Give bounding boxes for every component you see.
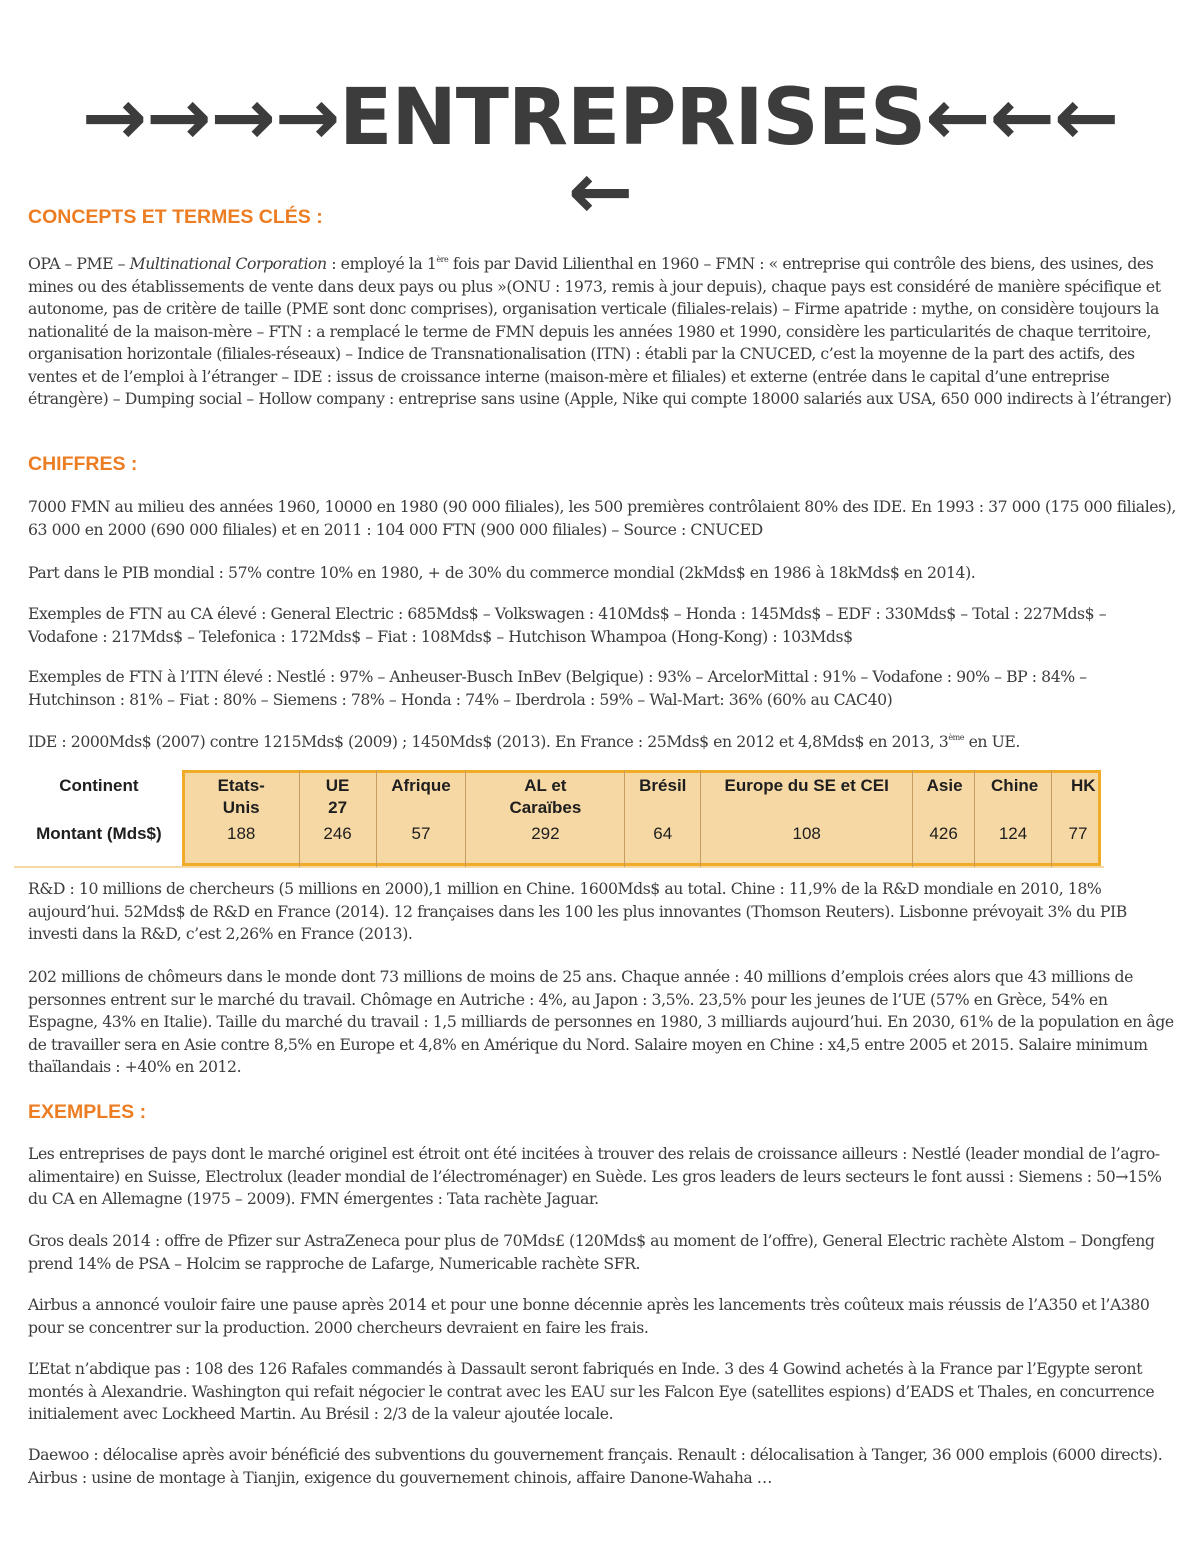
- exemples-paragraph-5: Daewoo : délocalise après avoir bénéficié des subventions du gouvernement français. Renault : délocalisation à Tanger, 36 000 emplois (6000 directs). Airbus : usine de montage à Tianjin, exigence du gouvernement chinois, affaire Danone-Wahaha …: [28, 1445, 1163, 1487]
- cell-value-chine: 124: [975, 822, 1052, 867]
- table-row-montant: [14, 822, 1104, 867]
- col-name-afrique: Afrique: [391, 776, 451, 795]
- cell-value-afrique: 57: [376, 822, 466, 867]
- concepts-heading: CONCEPTS ET TERMES CLÉS :: [28, 206, 323, 228]
- cell-value-bresil: 64: [625, 822, 701, 867]
- chiffres-paragraph-4: Exemples de FTN à l’ITN élevé : Nestlé : 97% – Anheuser-Busch InBev (Belgique) : 93% – ArcelorMittal : 91% – Vodafone : 90% – BP : 84% – Hutchinson : 81% – Fiat : 80% – Siemens : 78% – Honda : 74% – Iberdrola : 59% – Wal-Mart: 36% (60% au CAC40): [28, 667, 1087, 709]
- col-name-al-caraibes: AL et Caraïbes: [509, 776, 582, 817]
- ide-continent-table: [14, 770, 1104, 867]
- ide-superscript: ème: [948, 733, 965, 742]
- col-name-ue27: UE 27: [325, 776, 350, 817]
- row-label-montant: Montant (Mds$): [36, 824, 162, 843]
- exemples-paragraph-1: Les entreprises de pays dont le marché originel est étroit ont été incitées à trouver des relais de croissance ailleurs : Nestlé (leader mondial de l’agro-alimentaire) en Suisse, Electrolux (leader mondial de l’électroménager) en Suède. Les gros leaders de leurs secteurs le font aussi : Siemens : 50→15% du CA en Allemagne (1975 – 2009). FMN émergentes : Tata rachète Jaguar.: [28, 1144, 1162, 1208]
- concepts-paragraph: [28, 253, 1178, 411]
- chiffres-paragraph-1: 7000 FMN au milieu des années 1960, 10000 en 1980 (90 000 filiales), les 500 premières contrôlaient 80% des IDE. En 1993 : 37 000 (175 000 filiales), 63 000 en 2000 (690 000 filiales) et en 2011 : 104 000 FTN (900 000 filiales) – Source : CNUCED: [28, 497, 1176, 539]
- chiffres-paragraph-7: 202 millions de chômeurs dans le monde dont 73 millions de moins de 25 ans. Chaque année : 40 millions d’emplois crées alors que 43 millions de personnes entrent sur le marché du travail. Chômage en Autriche : 4%, au Japon : 3,5%. 23,5% pour les jeunes de l’UE (57% en Grèce, 54% en Espagne, 43% en Italie). Taille du marché du travail : 1,5 milliards de personnes en 1980, 3 milliards aujourd’hui. En 2030, 61% de la population en âge de travailler sera en Asie contre 8,5% en Europe et 4,8% en Amérique du Nord. Salaire moyen en Chine : x4,5 entre 2005 et 2015. Salaire minimum thaïlandais : +40% en 2012.: [28, 967, 1174, 1076]
- col-name-hk: HK: [1071, 776, 1096, 795]
- cell-value-asie: 426: [913, 822, 975, 867]
- row-label-continent: Continent: [59, 776, 139, 795]
- exemples-paragraph-4: L’Etat n’abdique pas : 108 des 126 Rafales commandés à Dassault seront fabriqués en Inde. 3 des 4 Gowind achetés à la France par l’Egypte seront montés à Alexandrie. Washington qui refait négocier le contrat avec les EAU sur les Falcon Eye (satellites espions) d’EADS et Thales, en concurrence initialement avec Lockheed Martin. Au Brésil : 2/3 de la valeur ajoutée locale.: [28, 1359, 1155, 1423]
- chiffres-paragraph-2: Part dans le PIB mondial : 57% contre 10% en 1980, + de 30% du commerce mondial (2kMds$ en 1986 à 18kMds$ en 2014).: [28, 563, 976, 582]
- concepts-italic-term: Multinational Corporation: [129, 254, 327, 273]
- chiffres-paragraph-5: [28, 731, 1178, 754]
- chiffres-heading: CHIFFRES :: [28, 453, 138, 475]
- cell-value-europe-se-cei: 108: [701, 822, 913, 867]
- exemples-paragraph-2: Gros deals 2014 : offre de Pfizer sur AstraZeneca pour plus de 70Mds£ (120Mds$ au moment de l’offre), General Electric rachète Alstom – Dongfeng prend 14% de PSA – Holcim se rapproche de Lafarge, Numericable rachète SFR.: [28, 1231, 1155, 1273]
- exemples-paragraph-3: Airbus a annoncé vouloir faire une pause après 2014 et pour une bonne décennie après les lancements très coûteux mais réussis de l’A350 et l’A380 pour se concentrer sur la production. 2000 chercheurs devraient en faire les frais.: [28, 1295, 1150, 1337]
- title-line-1: →→→→ENTREPRISES←←←: [81, 73, 1119, 164]
- exemples-heading: EXEMPLES :: [28, 1101, 147, 1123]
- title-line-2: ←: [567, 147, 633, 238]
- concepts-text-start: OPA – PME –: [28, 254, 130, 273]
- ide-text-start: IDE : 2000Mds$ (2007) contre 1215Mds$ (2009) ; 1450Mds$ (2013). En France : 25Mds$ en 2012 et 4,8Mds$ en 2013, 3: [28, 732, 949, 751]
- cell-value-al-caraibes: 292: [466, 822, 625, 867]
- concepts-superscript: ère: [436, 255, 449, 264]
- col-name-europe-se-cei: Europe du SE et CEI: [724, 776, 889, 795]
- col-name-bresil: Brésil: [639, 776, 687, 795]
- table-row-continent: [14, 770, 1104, 822]
- cell-value-hk: 77: [1052, 822, 1105, 867]
- cell-value-ue27: 246: [299, 822, 376, 867]
- ide-table: [14, 770, 1104, 868]
- cell-value-etats-unis: 188: [227, 824, 256, 843]
- chiffres-paragraph-6: R&D : 10 millions de chercheurs (5 millions en 2000),1 million en Chine. 1600Mds$ au total. Chine : 11,9% de la R&D mondiale en 2010, 18% aujourd’hui. 52Mds$ de R&D en France (2014). 12 françaises dans les 100 les plus innovantes (Thomson Reuters). Lisbonne prévoyait 3% du PIB investi dans la R&D, c’est 2,26% en France (2013).: [28, 879, 1127, 943]
- col-name-chine: Chine: [991, 776, 1039, 795]
- chiffres-paragraph-3: Exemples de FTN au CA élevé : General Electric : 685Mds$ – Volkswagen : 410Mds$ – Honda : 145Mds$ – EDF : 330Mds$ – Total : 227Mds$ – Vodafone : 217Mds$ – Telefonica : 172Mds$ – Fiat : 108Mds$ – Hutchison Whampoa (Hong-Kong) : 103Mds$: [28, 604, 1107, 646]
- concepts-text-end: fois par David Lilienthal en 1960 – FMN : « entreprise qui contrôle des biens, des usines, des mines ou des établissements de vente dans deux pays ou plus »(ONU : 1973, remis à jour depuis), chaque pays est considéré de manière spécifique et autonome, pas de critère de taille (PME sont donc comprises), organisation verticale (filiales-relais) – Firme apatride : mythe, on considère toujours la nationalité de la maison-mère – FTN : a remplacé le terme de FMN depuis les années 1980 et 1990, considère les particularités de chaque territoire, organisation horizontale (filiales-réseaux) – Indice de Transnationalisation (ITN) : établi par la CNUCED, c’est la moyenne de la part des actifs, des ventes et de l’emploi à l’étranger – IDE : issus de croissance interne (maison-mère et filiales) et externe (entrée dans le capital d’une entreprise étrangère) – Dumping social – Hollow company : entreprise sans usine (Apple, Nike qui compte 18000 salariés aux USA, 650 000 indirects à l’étranger): [28, 254, 1172, 408]
- concepts-text-middle: : employé la 1: [326, 254, 437, 273]
- col-name-etats-unis: Etats-Unis: [217, 776, 265, 817]
- col-name-asie: Asie: [926, 776, 963, 795]
- ide-text-end: en UE.: [964, 732, 1020, 751]
